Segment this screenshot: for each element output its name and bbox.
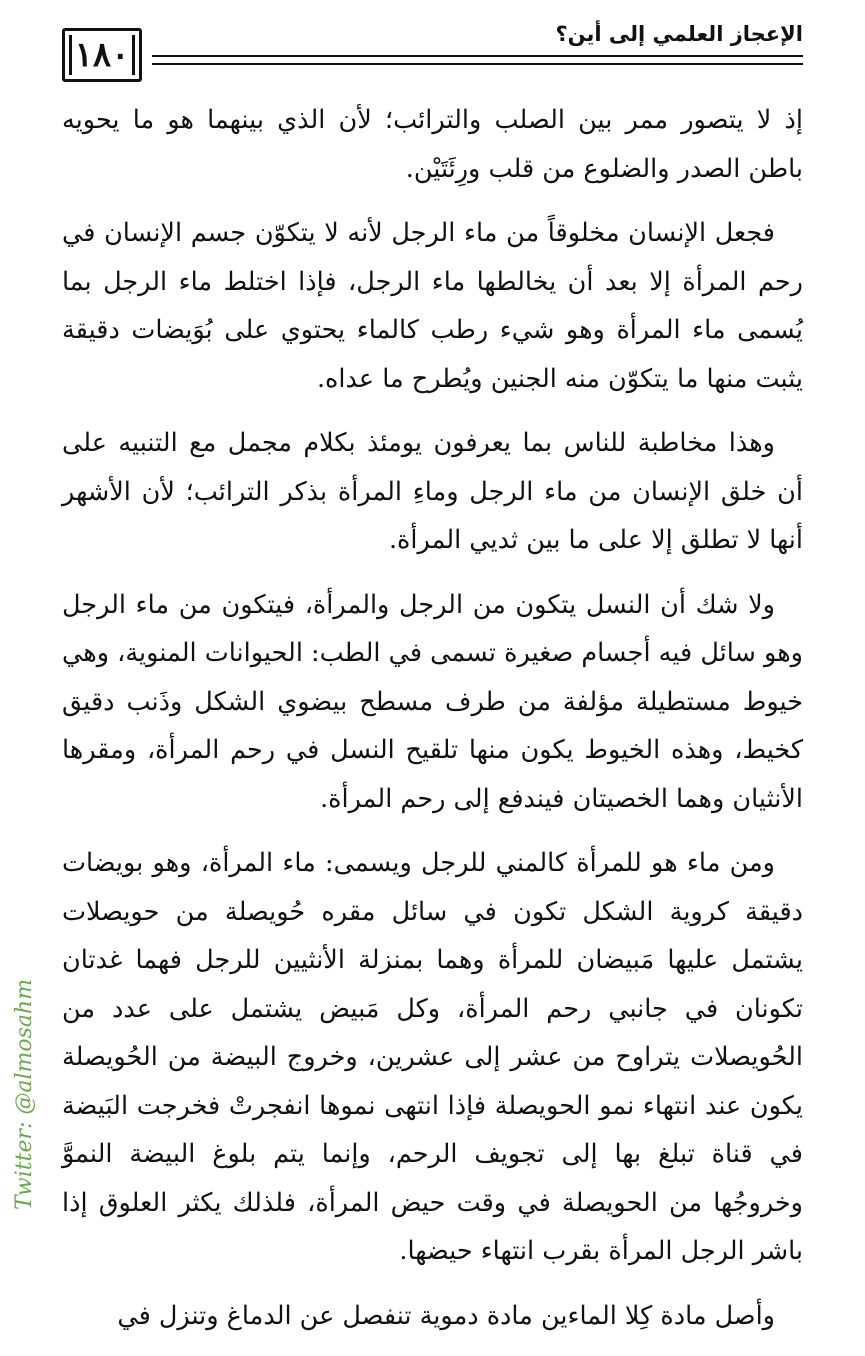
page-number: ١٨٠ [62,28,142,82]
paragraph-6: وأصل مادة كِلا الماءين مادة دموية تنفصل عن الدماغ وتنزل في [117,1300,775,1331]
body-text [62,96,803,1356]
header-rule-double [152,63,803,65]
running-title: الإعجاز العلمي إلى أين؟ [551,22,803,46]
paragraph-1: إذ لا يتصور ممر بين الصلب والترائب؛ لأن الذي بينهما هو ما يحويه باطن الصدر والضلوع من قلب ورِئَتَيْن. [62,105,803,184]
watermark-text: Twitter: @almosahm [12,978,37,1210]
page-header [62,22,803,92]
paragraph-5: ومن ماء هو للمرأة كالمني للرجل ويسمى: ماء المرأة، وهو بويضات دقيقة كروية الشكل تكون في سائل مقره حُويصلة من حويصلات يشتمل عليها مَبيضان للمرأة وهما بمنزلة الأنثيين للرجل فهما غدتان تكونان في جانبي رحم المرأة، وكل مَبيض يشتمل على عدد من الحُويصلات يتراوح من عشر إلى عشرين، وخروج البيضة من الحُويصلة يكون عند انتهاء نمو الحويصلة فإذا انتهى نموها انفجرتْ فخرجت البَيضة في قناة تبلغ بها إلى تجويف الرحم، وإنما يتم بلوغ البيضة النموَّ وخروجُها من الحويصلة في وقت حيض المرأة، فلذلك يكثر العلوق إذا باشر الرجل المرأة بقرب انتهاء حيضها. [62,848,804,1266]
paragraph-3: وهذا مخاطبة للناس بما يعرفون يومئذ بكلام مجمل مع التنبيه على أن خلق الإنسان من ماء الرجل وماءِ المرأة بذكر الترائب؛ لأن الأشهر أنها لا تطلق إلا على ما بين ثديي المرأة. [62,428,803,555]
header-rule [152,55,803,57]
paragraph-4: ولا شك أن النسل يتكون من الرجل والمرأة، فيتكون من ماء الرجل وهو سائل فيه أجسام صغيرة تسمى في الطب: الحيوانات المنوية، وهي خيوط مستطيلة مؤلفة من طرف مسطح بيضوي الشكل وذَنب دقيق كخيط، وهذه الخيوط يكون منها تلقيح النسل في رحم المرأة، ومقرها الأنثيان وهما الخصيتان فيندفع إلى رحم المرأة. [62,589,803,814]
paragraph-2: فجعل الإنسان مخلوقاً من ماء الرجل لأنه لا يتكوّن جسم الإنسان في رحم المرأة إلا بعد أن يخالطها ماء الرجل، فإذا اختلط ماء الرجل بما يُسمى ماء المرأة وهو شيء رطب كالماء يحتوي على بُوَيضات دقيقة يثبت منها ما يتكوّن منه الجنين ويُطرح ما عداه. [62,218,803,394]
